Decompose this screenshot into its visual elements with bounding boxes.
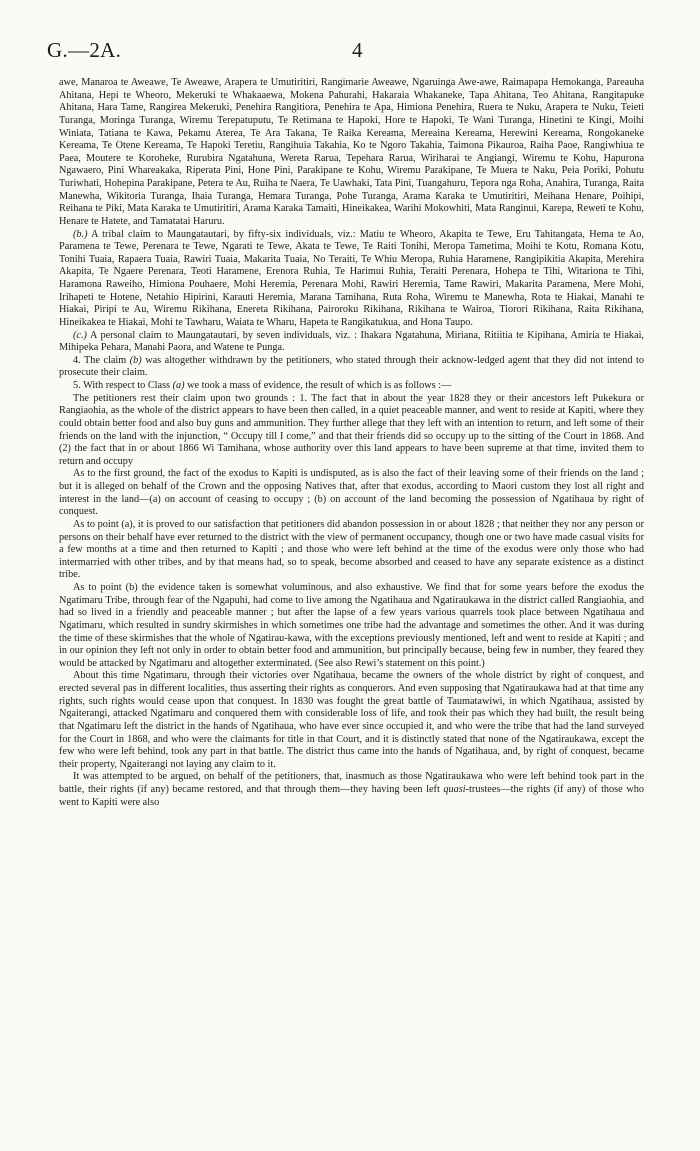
paragraph-text: A personal claim to Maungatautari, by seven individuals, viz. : Ihakara Ngatahuna, Miriana, Ritiitia te Kipihana, Amiria te Hiakai, Mihipeka Pehara, Manahi Paora, and Watene te Punga. bbox=[59, 329, 644, 354]
paragraph-text: As to point (b) the evidence taken is somewhat voluminous, and also exhaustive. We find that for some years before the exodus the Ngatimaru Tribe, through fear of the Ngapuhi, had come to live among the Ngatihaua and Ngatiraukawa in the district called Rangiaohia, and had so lived in a friendly and peaceable manner ; but after the lapse of a few years various quarrels took place between Ngatihaua and Ngatimaru, which resulted in sundry skirmishes in which sometimes one tribe had the advantage and sometimes the other. And it was during the time of these skirmishes that the whole of Ngatirau-kawa, with the exceptions previously mentioned, left and went to reside at Kapiti ; and in our opinion they left not only in order to obtain better food and ammunition, but principally because, being few in number, they feared they would be attacked by Ngatimaru and altogether exterminated. (See also Rewi’s statement on this point.) bbox=[59, 582, 644, 669]
paragraph-text: It was attempted to be argued, on behalf of the petitioners, that, inasmuch as those Ngatiraukawa who were left behind took part in the battle, their rights (if any) became restored, and that through them—they having been left bbox=[59, 771, 644, 795]
paragraph-text: About this time Ngatimaru, through their victories over Ngatihaua, became the owners of the whole district by right of conquest, and erected several pas in different localities, thus asserting their rights as conquerors. And even supposing that Ngatiraukawa had at that time any rights, such rights would cease upon that conquest. In 1830 was fought the great battle of Taumatawiwi, in which Ngatihaua, assisted by Ngaiterangi, attacked Ngatimaru and conquered them with considerable loss of life, and took their pas which they had built, the result being that Ngatimaru left the district in the hands of Ngatihaua, who have ever since occupied it, and who were the tribe that had the land surveyed for the Court in 1868, and who were the claimants for title in that Court, and it is distinctly stated that none of the Ngatiraukawa, except the few who were left behind, took any part in that battle. The district thus came into the hands of Ngatihaua, and, by right of conquest, became their property, Ngaiterangi not laying any claim to it. bbox=[59, 670, 644, 770]
body-text bbox=[59, 77, 644, 809]
paragraph-text-end: -trustees—the rights (if any) of those who went to Kapiti were also bbox=[59, 784, 644, 808]
paragraph-claim-withdrawn bbox=[59, 355, 644, 380]
italic-term: quasi bbox=[443, 784, 466, 795]
page-number: 4 bbox=[352, 38, 363, 62]
paragraph-point-a bbox=[59, 519, 644, 582]
paragraph-text: As to point (a), it is proved to our satisfaction that petitioners did abandon possession in or about 1828 ; that neither they nor any person or persons on their behalf have ever returned to the district with the view of permanent occupancy, though one or two have made casual visits for a few months at a time and then returned to Kapiti ; and those who were left behind at the time of the exodus were only those who had intermarried with other tribes, and by that means had, so to speak, become absorbed and ceased to have any separate existence as a distinct tribe. bbox=[59, 518, 644, 581]
paragraph-personal-claim bbox=[59, 330, 644, 355]
paragraph-text: we took a mass of evidence, the result of which is as follows :— bbox=[184, 380, 452, 391]
paragraph-petition-grounds bbox=[59, 393, 644, 469]
paragraph-lead: 4. The claim bbox=[73, 354, 130, 366]
paragraph-text: was altogether withdrawn by the petitioners, who stated through their acknow-ledged agent that they did not intend to prosecute their claim. bbox=[59, 354, 644, 379]
paragraph-point-b bbox=[59, 582, 644, 670]
paragraph-class-a-evidence bbox=[59, 380, 644, 393]
document-reference: G.—2A. bbox=[47, 38, 122, 62]
claim-marker: (b.) bbox=[73, 228, 88, 240]
paragraph-text: The petitioners rest their claim upon two grounds : 1. The fact that in about the year 1828 they or their ancestors left Pukekura or Rangiaohia, as the whole of the district appears to have been then called, in a quiet peaceable manner, and went to reside at Kapiti, where they could obtain better food and also buy guns and ammunition. They further allege that they left with an intention to return, and left some of their friends on the land with the injunction, “ Occupy till I come,” and that their friends did so occupy up to the sitting of the Court in 1868. And (2) the fact that in or about 1866 Wi Tamihana, whose authority over this land appears to have been supreme at that time, invited them to return and occupy bbox=[59, 392, 644, 467]
paragraph-lead: 5. With respect to Class bbox=[73, 380, 173, 391]
paragraph-text: awe, Manaroa te Aweawe, Te Aweawe, Arapera te Umutiritiri, Rangimarie Aweawe, Ngaruinga Awe-awe, Raimapapa Hemokanga, Pareauha Ahitana, Hepi te Wheoro, Mekeruki te Whakaaewa, Mokena Pahurahi, Hakaraia Whakaneke, Tapa Ahitana, Teo Ahitana, Rangitapuke Ahitana, Hara Tame, Rangirea Mekeruki, Penehira Rangitiora, Penehira te Apa, Himiona Penehira, Ruera te Nuku, Arapera te Nuku, Teieti Turanga, Moringa Turanga, Wiremu Terepatuputu, Te Retimana te Hapoki, Hore te Hapoki, Te Wani Turanga, Hinetini te Kingi, Moihi Winiata, Tatiana te Kawa, Pekamu Aterea, Te Ara Takana, Te Raika Kereama, Mereaina Kereama, Herewini Kereama, Rongokaneke Kereama, Te Otene Kereama, Te Hapoki Teretiu, Rangihuia Takahia, Ko te Ngoro Takahia, Taimona Pikauroa, Raiha Paoe, Rangiwhiua te Paea, Moutere te Koroheke, Rurubira Ngatahuna, Wereta Rarua, Tepehara Rarua, Wiriharai te Angiangi, Wiremu te Kohu, Hapurona Ngawaero, Pini Whareakaka, Riperata Pini, Hone Pini, Parakipane te Kohu, Wiremu Parakipane, Te Muera te Naku, Peia Poriki, Pohutu Turiwhati, Hohepina Parakipane, Petera te Au, Ruiha te Naera, Te Uawhaki, Tata Pini, Tuangahuru, Tepora nga Roha, Anahira, Turanga, Raita Manewha, Wikitoria Turanga, Ihaia Turanga, Hemara Turanga, Pohe Turanga, Arama Karaka te Umutiritiri, Meihana Henare, Poihipi, Reihana te Piki, Mata Karaka te Umutiritiri, Arama Karaka Tamaiti, Hineikakea, Warihi Mokowhiti, Mata Ranginui, Karepa, Reweti te Kohu, Henare te Hatete, and Tamatatai Haruru. bbox=[59, 77, 644, 227]
paragraph-petitioners-argument bbox=[59, 771, 644, 809]
paragraph-text: As to the first ground, the fact of the exodus to Kapiti is undisputed, as is also the fact of their leaving some of their friends on the land ; but it is alleged on behalf of the Crown and the opposing Natives that, after that exodus, according to Maori custom they lost all right and interest in the land—(a) on account of ceasing to occupy ; (b) on account of the land becoming the possession of Ngatihaua by right of conquest. bbox=[59, 468, 644, 518]
paragraph-first-ground bbox=[59, 468, 644, 519]
page-header bbox=[47, 38, 660, 68]
paragraph-claimant-names bbox=[59, 77, 644, 229]
claim-marker: (a) bbox=[172, 380, 185, 391]
claim-marker: (b) bbox=[129, 354, 142, 366]
claim-marker: (c.) bbox=[73, 329, 87, 341]
paragraph-tribal-claim bbox=[59, 229, 644, 330]
paragraph-conquest bbox=[59, 670, 644, 771]
paragraph-text: A tribal claim to Maungatautari, by fifty-six individuals, viz.: Matiu te Wheoro, Akapita te Tewe, Eru Tahitangata, Hema te Ao, Paramena te Tewe, Perenara te Tewe, Ngarati te Tewe, Akata te Tewe, Te Raiti Tonihi, Meropa Tametima, Moihi te Kotu, Romana Kotu, Tonihi Tuaia, Rapaera Tuaia, Rawiri Tuaia, Makarita Tuaia, No Teraiti, Te Whiu Meropa, Ruhia Haramene, Rangipikitia Akapita, Merehira Akapita, Te Ngaere Perenara, Teoti Haramene, Erenora Ruhia, Te Harimui Ruhia, Teraiti Perenara, Hohepa te Tihi, Witariona te Tihi, Haramona Raweiho, Himiona Pouhaere, Mohi Heremia, Perenara Mohi, Rawiri Heremia, Tame Rawiri, Makarita Paramena, Mere Mohi, Irihapeti te Hotene, Netahio Hipirini, Karauti Heremia, Marana Tamihana, Ruta Roha, Wiremu te Manewha, Rota te Hiakai, Manahi te Hiakai, Piripi te Au, Wiremu Rikihana, Enereta Rikihana, Pairoroku Rikihana, Rikihana te Wairoa, Tiorori Rikihana, Raita Rikihana, Hineikakea te Hiakai, Mohi te Tawharu, Waiata te Wharu, Hapeta te Rangikatukua, and Hona Taupo. bbox=[59, 228, 644, 328]
